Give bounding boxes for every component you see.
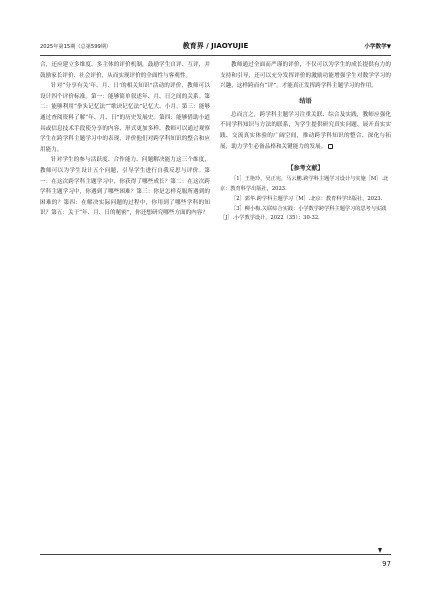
conclusion-heading: 结语 [299,97,312,105]
reference-item: ［2］郭华.跨学科主题学习［M］.北京：教育科学出版社，2023. [231,195,383,202]
conclusion-text: 总而言之，跨学科主题学习注重关联、综合及实践，教师应强化不同学科知识与方法的联系，为学生提供研究真实问题、展开真实实践、交流真实体验的广阔空间，推动跨学科知识的整合、深化与拓展，助力学生必备品格和关键能力的发展。 [220,111,391,150]
paragraph: 合，还应建立多维度、多主体的评价机制，鼓励学生自评、互评，并鼓励家长评价、社会评价，从而实现评价的全面性与客观性。 [40,62,210,79]
page-header [40,40,391,54]
references-heading: 【参考文献】 [287,165,324,173]
conclusion-paragraph [220,110,391,152]
paragraph: 教师通过全面而严谨的评价，不仅可以为学生的成长提供有力的支持和引导，还可以充分发挥评价的激励功能增强学生对数学学习的兴趣，这样跨而有“评”，才能真正发挥跨学科主题学习的作用。 [220,62,391,90]
left-column [40,60,210,219]
reference-item: ［3］柳小梅.关联综合实践：小学数学跨学科主题学习的思考与实践［J］.小学教学设计，2022（35）：30-32. [220,205,387,222]
section-label: 小学数学▼ [364,44,391,50]
reference-item: ［1］王艳玲，吴正宪，马云鹏.跨学科主题学习设计与实施［M］.北京：教育科学出版社，2023. [220,176,389,192]
paragraph: 针对“分享有关‘年、月、日’的相关知识”活动的评价，教师可以设计四个评价标准。第一：能够简单叙述年、月、日之间的关系。第二：能够利用“拳头记忆法”“歌诀记忆法”记忆大、小月。第三：能够通过查阅资料了解“年、月、日”的历史发展史。第四：能够借助小道具或信息技术手段使分享的内容、形式更加多样。教师可以通过观察学生在跨学科主题学习中的表现，评价他们对跨学科知识的整合和应用能力。 [40,83,210,153]
paragraph: 针对学生的参与活跃度、合作能力、问题解决能力这三个维度，教师可以为学生设计五个问题，引导学生进行自我反思与评价。第一：在这次跨学科主题学习中，你获得了哪些成长？第二：在这次跨学科主题学习中，你遇到了哪些困难？第三：你是怎样克服所遇到的困难的？第四：在解决实际问题的过程中，你用到了哪些学科的知识？第五：关于“年、月、日的秘密”，你还想研究哪些方面的内容？ [40,157,210,217]
end-mark-icon [328,144,333,149]
header-divider [40,55,391,56]
right-column [220,60,391,224]
footer-divider [40,554,391,555]
journal-title: 教育界 / JIAOYUJIE [182,42,249,50]
issue-info: 2025年第15期（总第599期） [40,44,112,50]
page-number: 97 [382,560,391,568]
triangle-marker-icon [378,548,382,553]
